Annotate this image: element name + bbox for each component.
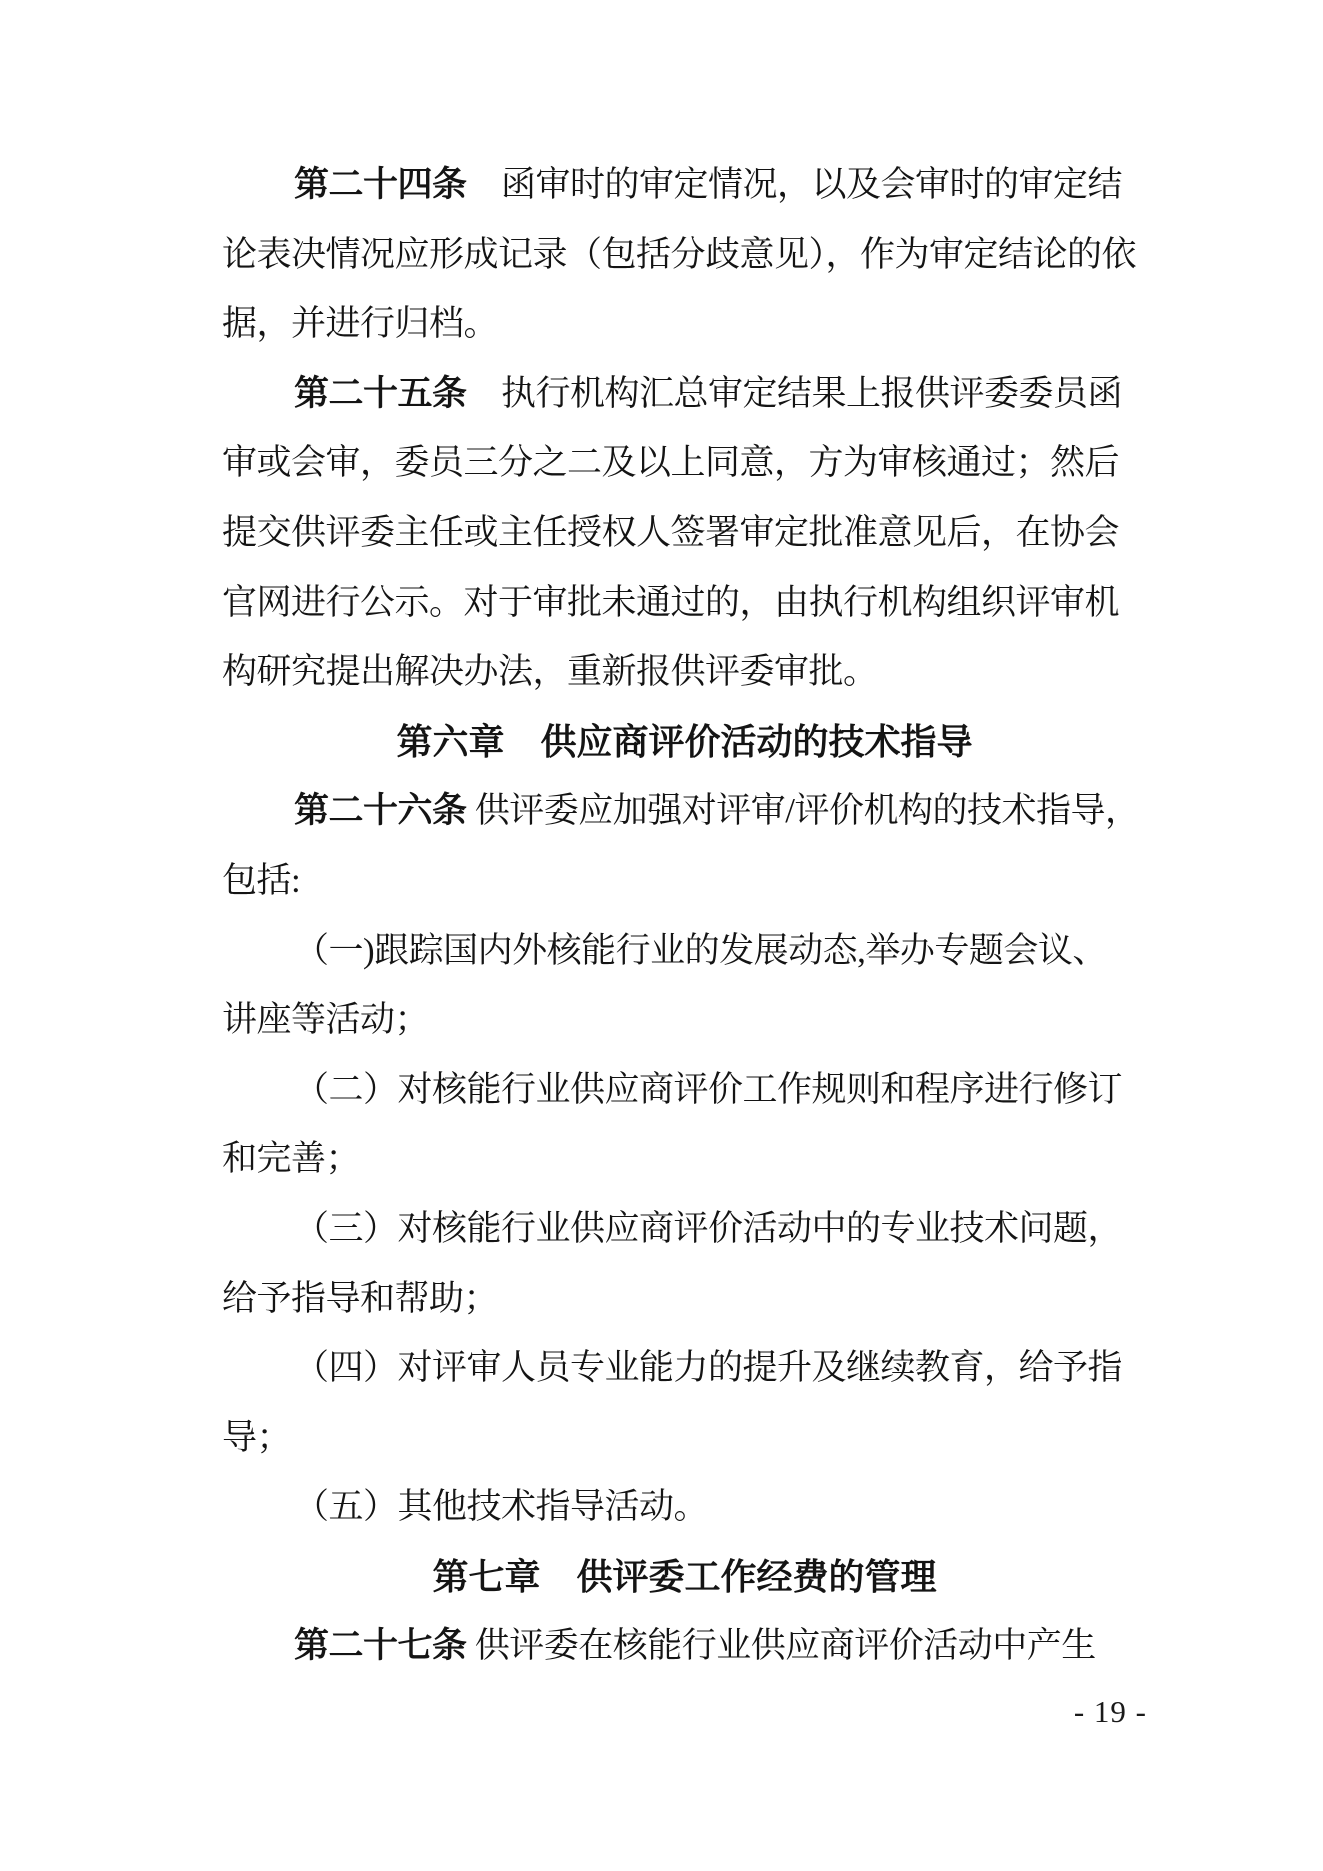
article-25-number: 第二十五条: [294, 373, 467, 413]
chapter-6-heading-text: 第六章 供应商评价活动的技术指导: [396, 720, 973, 762]
article-24-line-1: [222, 150, 1147, 220]
item-2-line-1: [222, 1055, 1147, 1125]
chapter-7-heading-text: 第七章 供评委工作经费的管理: [432, 1555, 937, 1597]
article-24-line-3: [222, 289, 1147, 359]
line-text: （三）对核能行业供应商评价活动中的专业技术问题，: [294, 1208, 1123, 1248]
article-26-number: 第二十六条: [294, 791, 467, 831]
item-1-line-2: [222, 985, 1147, 1055]
line-text: 给予指导和帮助；: [222, 1278, 499, 1318]
item-4-line-1: [222, 1333, 1147, 1403]
item-3-line-2: [222, 1264, 1147, 1334]
line-text: 执行机构汇总审定结果上报供评委委员函: [466, 373, 1123, 413]
line-text: （一)跟踪国内外核能行业的发展动态,举办专题会议、: [294, 930, 1107, 970]
article-26-line-2: [222, 846, 1147, 916]
article-26-line-1: [222, 776, 1147, 846]
line-text: 和完善；: [222, 1139, 361, 1179]
line-text: （二）对核能行业供应商评价工作规则和程序进行修订: [294, 1069, 1123, 1109]
item-1-line-1: [222, 916, 1147, 986]
document-text-block: [222, 150, 1147, 1681]
item-2-line-2: [222, 1124, 1147, 1194]
line-text: 构研究提出解决办法，重新报供评委审批。: [222, 652, 878, 692]
article-25-line-2: [222, 428, 1147, 498]
article-27-line-1: [222, 1611, 1147, 1681]
article-25-line-1: [222, 359, 1147, 429]
article-25-line-4: [222, 568, 1147, 638]
chapter-6-heading: [222, 707, 1147, 777]
line-text: 官网进行公示。对于审批未通过的，由执行机构组织评审机: [222, 582, 1120, 622]
item-5-line-1: [222, 1472, 1147, 1542]
line-text: 供评委在核能行业供应商评价活动中产生: [466, 1626, 1096, 1666]
chapter-7-heading: [222, 1542, 1147, 1612]
line-text: 提交供评委主任或主任授权人签署审定批准意见后，在协会: [222, 512, 1120, 552]
article-25-line-5: [222, 637, 1147, 707]
line-text: 论表决情况应形成记录（包括分歧意见），作为审定结论的依: [222, 234, 1137, 274]
article-24-line-2: [222, 220, 1147, 290]
line-text: 导；: [222, 1417, 292, 1457]
page-number: - 19 -: [1073, 1694, 1147, 1729]
line-text: （五）其他技术指导活动。: [294, 1487, 709, 1527]
article-25-line-3: [222, 498, 1147, 568]
item-4-line-2: [222, 1403, 1147, 1473]
line-text: 讲座等活动；: [222, 1000, 430, 1040]
line-text: 供评委应加强对评审/评价机构的技术指导，: [466, 791, 1140, 831]
line-text: 据，并进行归档。: [222, 304, 499, 344]
line-text: （四）对评审人员专业能力的提升及继续教育，给予指: [294, 1348, 1123, 1388]
line-text: 包括:: [222, 860, 301, 900]
item-3-line-1: [222, 1194, 1147, 1264]
article-24-number: 第二十四条: [294, 165, 467, 204]
line-text: 函审时的审定情况，以及会审时的审定结: [466, 165, 1123, 204]
line-text: 审或会审，委员三分之二及以上同意，方为审核通过；然后: [222, 443, 1120, 483]
article-27-number: 第二十七条: [294, 1626, 467, 1666]
